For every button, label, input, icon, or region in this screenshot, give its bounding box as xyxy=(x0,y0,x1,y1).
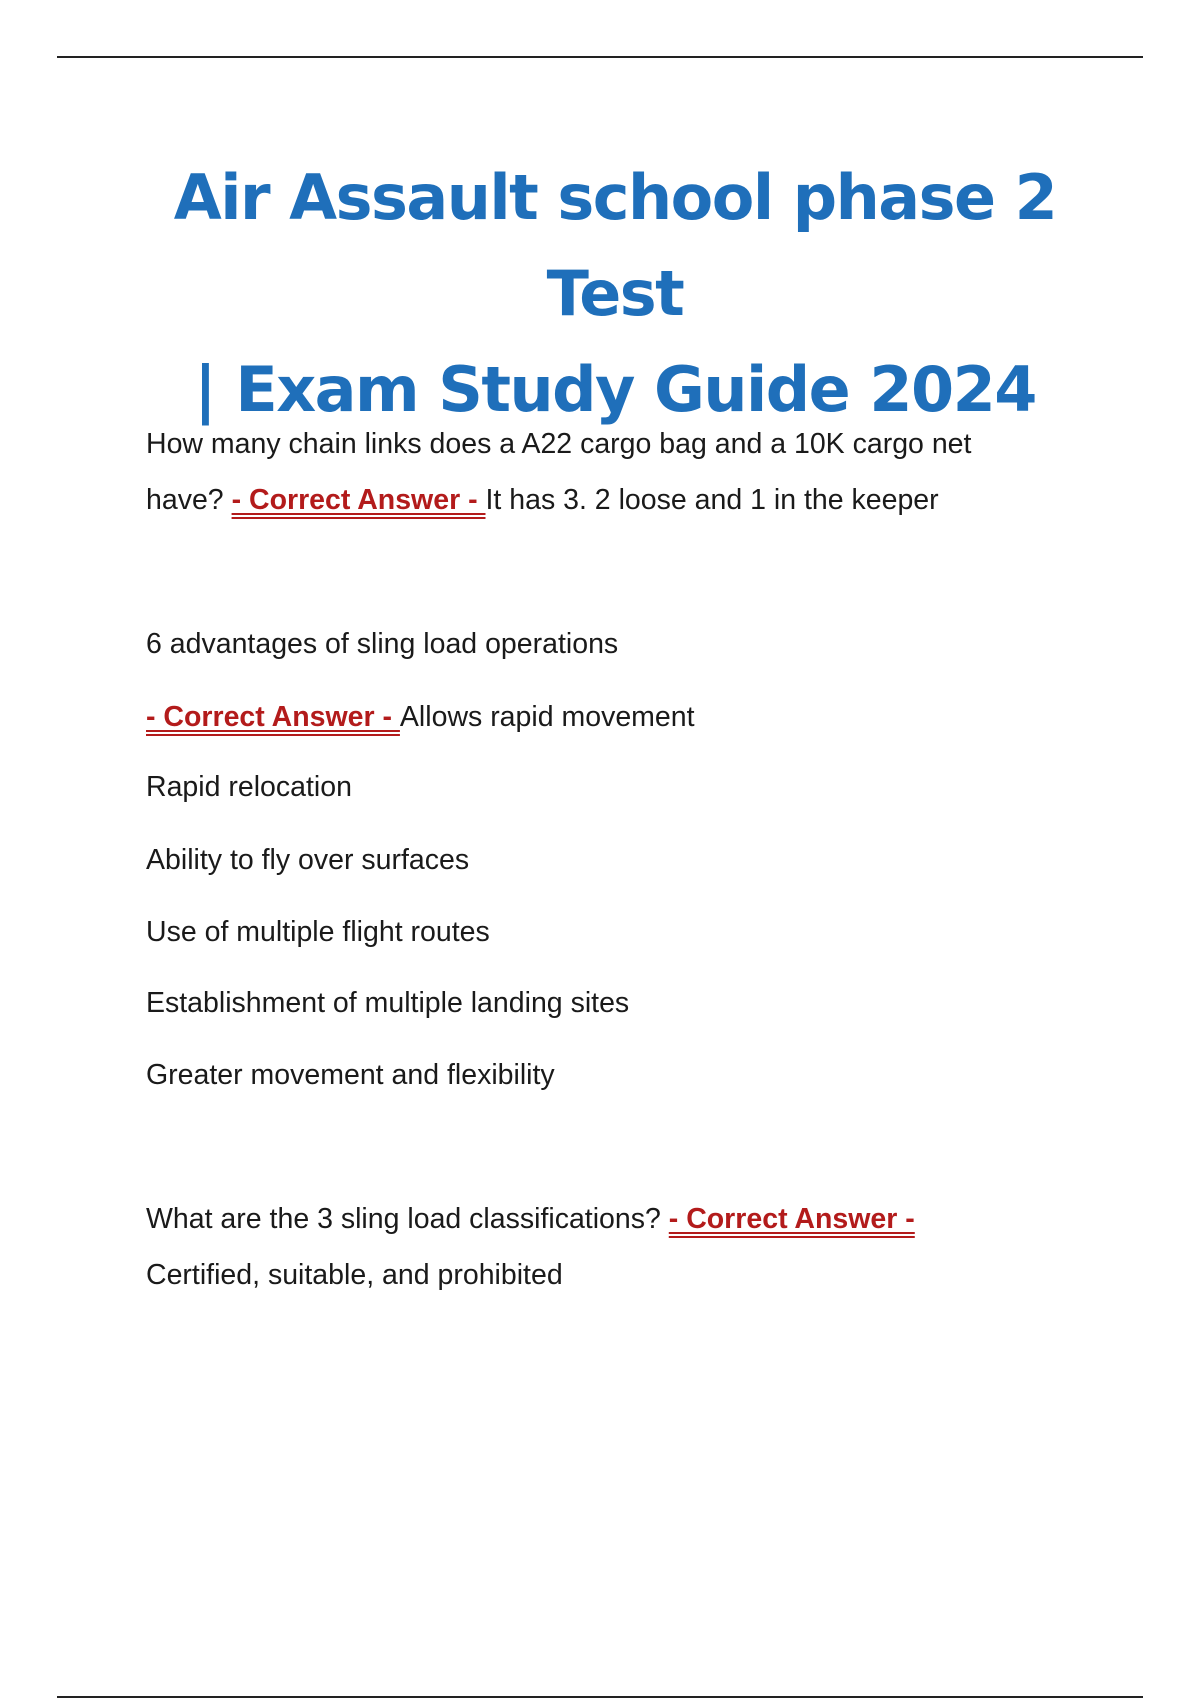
title-line-2: | Exam Study Guide 2024 xyxy=(194,353,1036,426)
question-3-answer: Certified, suitable, and prohibited xyxy=(146,1259,563,1291)
question-2-text: 6 advantages of sling load operations xyxy=(146,628,619,660)
answer-item: Establishment of multiple landing sites xyxy=(146,987,630,1019)
answer-item: Greater movement and flexibility xyxy=(146,1059,555,1091)
question-1-text-line-2 xyxy=(146,483,939,517)
document-title xyxy=(100,150,1130,438)
answer-item: Use of multiple flight routes xyxy=(146,916,490,948)
correct-answer-label: - Correct Answer - xyxy=(146,701,400,733)
question-3-text-line xyxy=(146,1202,915,1236)
question-2-answer-1-line xyxy=(146,700,695,734)
question-1-text-line-1: How many chain links does a A22 cargo bag and a 10K cargo net xyxy=(146,428,972,460)
correct-answer-label: - Correct Answer - xyxy=(231,484,486,516)
answer-item: Allows rapid movement xyxy=(399,701,695,733)
answer-item: Ability to fly over surfaces xyxy=(146,844,470,876)
correct-answer-label: - Correct Answer - xyxy=(668,1203,915,1235)
title-line-1: Air Assault school phase 2 Test xyxy=(173,161,1057,330)
bottom-rule xyxy=(57,1696,1143,1698)
question-1-text-end: have? xyxy=(146,484,232,516)
question-1-answer: It has 3. 2 loose and 1 in the keeper xyxy=(485,484,939,516)
top-rule xyxy=(57,56,1143,58)
question-3-text: What are the 3 sling load classifications? xyxy=(146,1203,669,1235)
answer-item: Rapid relocation xyxy=(146,771,352,803)
